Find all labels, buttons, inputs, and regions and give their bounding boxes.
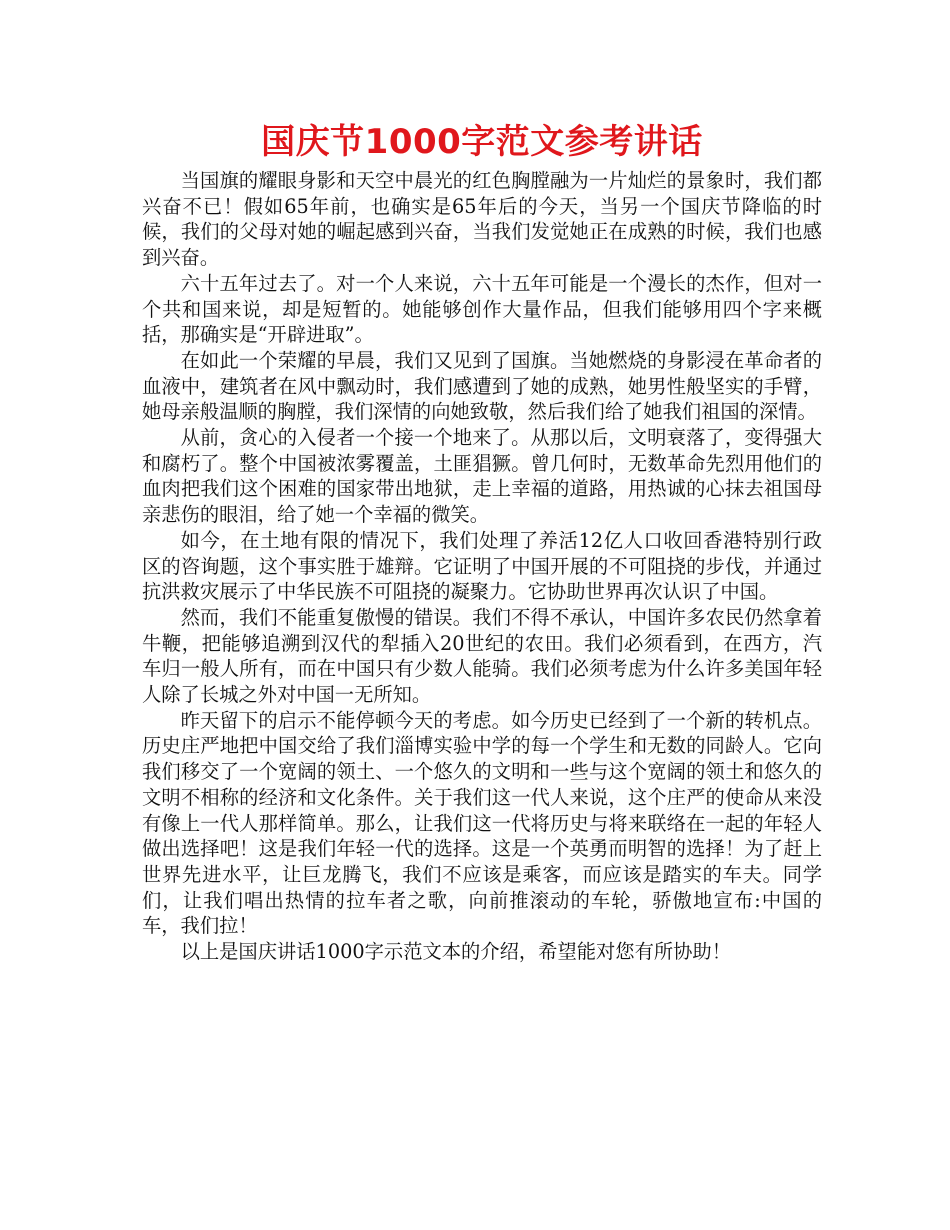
- body-paragraph: 六十五年过去了。对一个人来说，六十五年可能是一个漫长的杰作，但对一个共和国来说，却是短暂的。她能够创作大量作品，但我们能够用四个字来概括，那确实是“开辟进取”。: [142, 271, 822, 347]
- body-paragraph: 从前，贪心的入侵者一个接一个地来了。从那以后，文明衰落了，变得强大和腐朽了。整个中国被浓雾覆盖，土匪猖獗。曾几何时，无数革命先烈用他们的血肉把我们这个困难的国家带出地狱，走上幸福的道路，用热诚的心抹去祖国母亲悲伤的眼泪，给了她一个幸福的微笑。: [142, 426, 822, 527]
- body-paragraph: 在如此一个荣耀的早晨，我们又见到了国旗。当她燃烧的身影浸在革命者的血液中，建筑者在风中飘动时，我们感遭到了她的成熟，她男性般坚实的手臂，她母亲般温顺的胸膛，我们深情的向她致敬，然后我们给了她我们祖国的深情。: [142, 348, 822, 424]
- document-title: 国庆节1000字范文参考讲话: [261, 122, 703, 162]
- document-body: [142, 168, 822, 965]
- body-paragraph: 当国旗的耀眼身影和天空中晨光的红色胸膛融为一片灿烂的景象时，我们都兴奋不已！假如65年前，也确实是65年后的今天，当另一个国庆节降临的时候，我们的父母对她的崛起感到兴奋，当我们发觉她正在成熟的时候，我们也感到兴奋。: [142, 169, 822, 270]
- body-paragraph: 昨天留下的启示不能停顿今天的考虑。如今历史已经到了一个新的转机点。历史庄严地把中国交给了我们淄博实验中学的每一个学生和无数的同龄人。它向我们移交了一个宽阔的领土、一个悠久的文明和一些与这个宽阔的领土和悠久的文明不相称的经济和文化条件。关于我们这一代人来说，这个庄严的使命从来没有像上一代人那样简单。那么，让我们这一代将历史与将来联络在一起的年轻人做出选择吧！这是我们年轻一代的选择。这是一个英勇而明智的选择！为了赶上世界先进水平，让巨龙腾飞，我们不应该是乘客，而应该是踏实的车夫。同学们，让我们唱出热情的拉车者之歌，向前推滚动的车轮，骄傲地宣布:中国的车，我们拉！: [142, 708, 822, 938]
- document-page: [142, 118, 822, 965]
- body-paragraph: 然而，我们不能重复傲慢的错误。我们不得不承认，中国许多农民仍然拿着牛鞭，把能够追溯到汉代的犁插入20世纪的农田。我们必须看到，在西方，汽车归一般人所有，而在中国只有少数人能骑。我们必须考虑为什么许多美国年轻人除了长城之外对中国一无所知。: [142, 605, 822, 707]
- body-paragraph: 以上是国庆讲话1000字示范文本的介绍，希望能对您有所协助！: [180, 940, 731, 964]
- body-paragraph: 如今，在土地有限的情况下，我们处理了养活12亿人口收回香港特别行政区的咨询题，这个事实胜于雄辩。它证明了中国开展的不可阻挠的步伐，并通过抗洪救灾展示了中华民族不可阻挠的凝聚力。它协助世界再次认识了中国。: [142, 528, 822, 604]
